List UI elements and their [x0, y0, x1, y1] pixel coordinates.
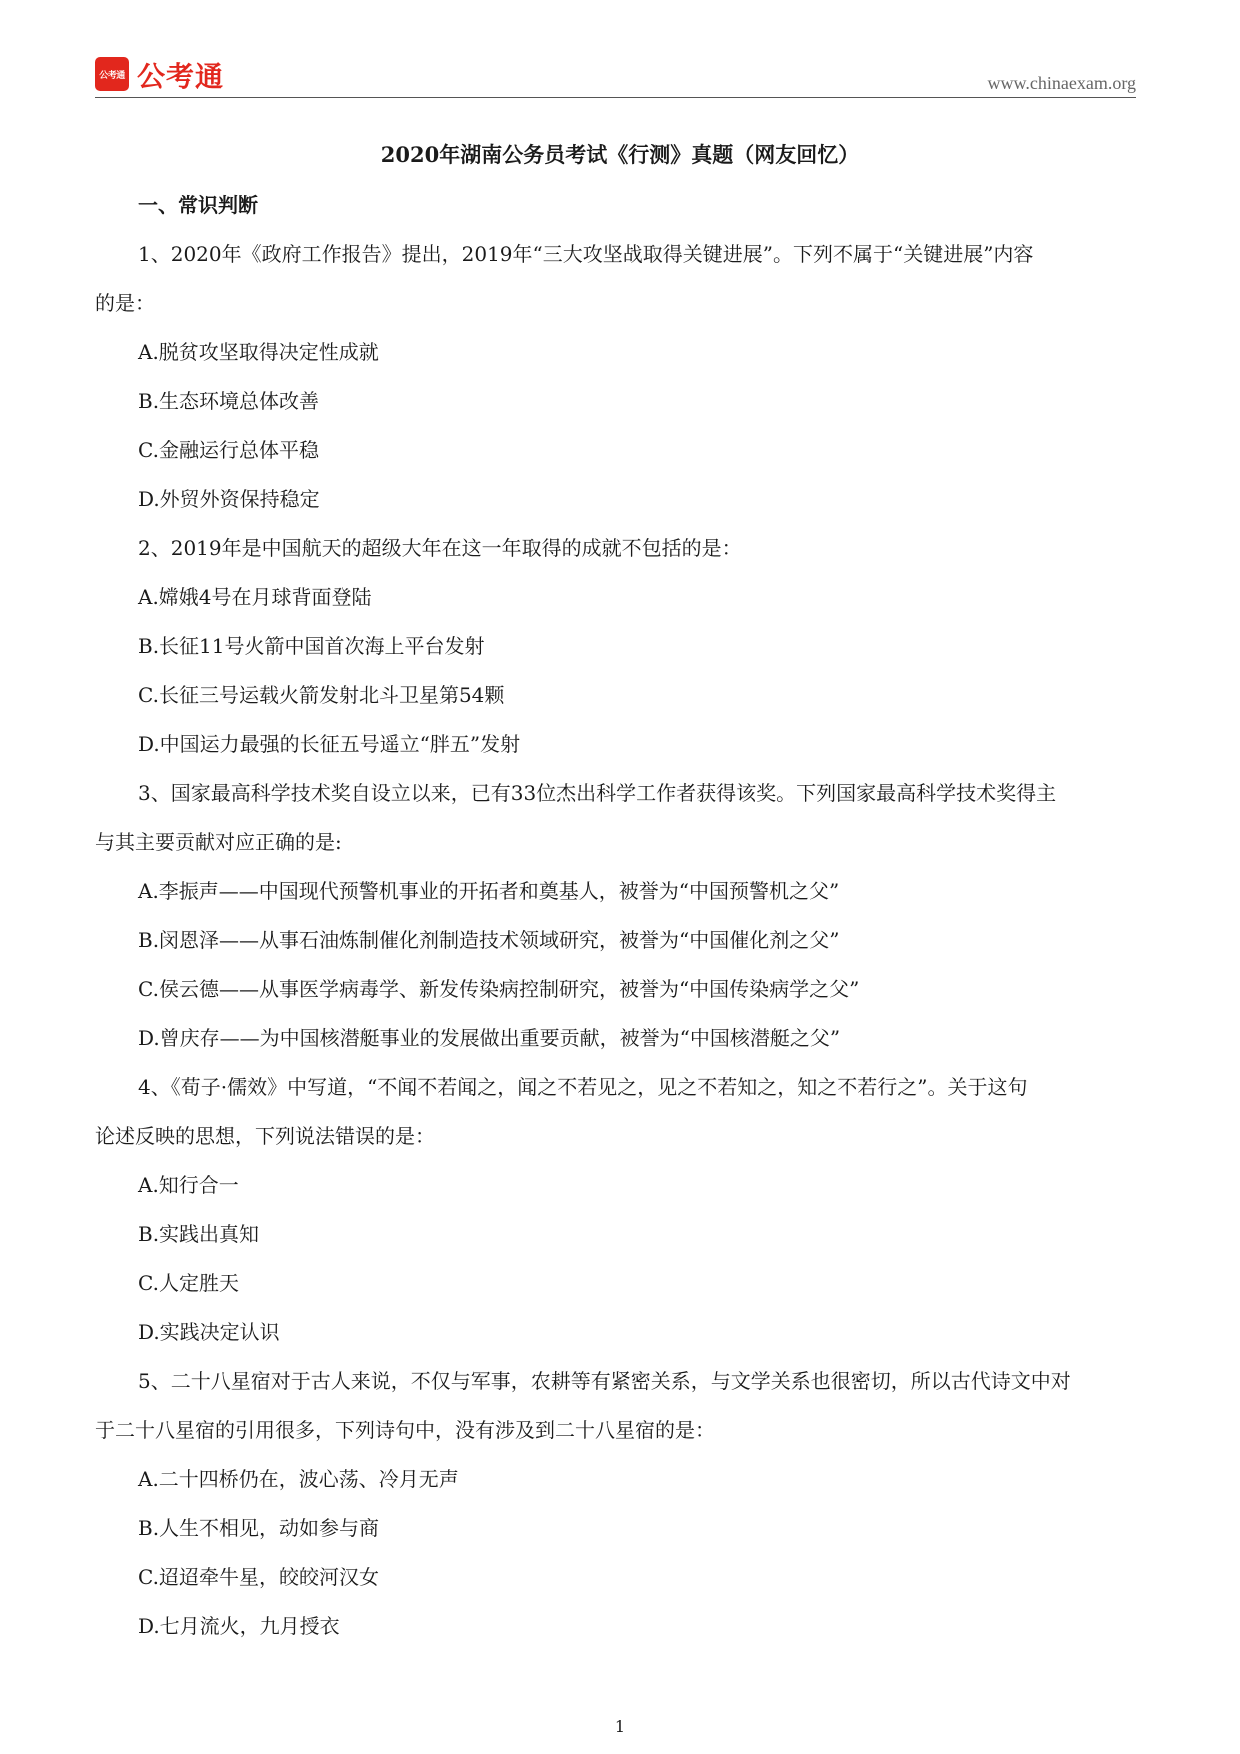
page-number: 1 — [614, 1717, 626, 1736]
brand-name: 公考通 — [137, 60, 225, 93]
q3-option-a: A.李振声——中国现代预警机事业的开拓者和奠基人，被誉为“中国预警机之父” — [138, 879, 840, 903]
q4-option-b: B.实践出真知 — [138, 1222, 260, 1246]
q5-option-a: A.二十四桥仍在，波心荡、冷月无声 — [138, 1467, 459, 1491]
question-3-text: 3、国家最高科学技术奖自设立以来，已有33位杰出科学工作者获得该奖。下列国家最高科学技术奖得主 — [138, 781, 1057, 805]
q1-option-b: B.生态环境总体改善 — [138, 389, 320, 413]
q4-option-c: C.人定胜天 — [138, 1271, 239, 1295]
question-4-text: 4、《荀子·儒效》中写道，“不闻不若闻之，闻之不若见之，见之不若知之，知之不若行之”。关于这句 — [138, 1075, 1028, 1099]
q3-option-d: D.曾庆存——为中国核潜艇事业的发展做出重要贡献，被誉为“中国核潜艇之父” — [138, 1026, 841, 1050]
question-1-text-cont: 的是： — [95, 291, 155, 315]
q5-option-b: B.人生不相见，动如参与商 — [138, 1516, 380, 1540]
question-3-text-cont: 与其主要贡献对应正确的是: — [95, 830, 342, 854]
q5-option-c: C.迢迢牵牛星，皎皎河汉女 — [138, 1565, 379, 1589]
question-1-text: 1、2020年《政府工作报告》提出，2019年“三大攻坚战取得关键进展”。下列不属于“关键进展”内容 — [138, 242, 1034, 266]
q5-option-d: D.七月流火，九月授衣 — [138, 1614, 340, 1638]
site-url[interactable]: www.chinaexam.org — [987, 73, 1136, 93]
question-5-text-cont: 于二十八星宿的引用很多，下列诗句中，没有涉及到二十八星宿的是： — [95, 1418, 715, 1442]
question-2-text: 2、2019年是中国航天的超级大年在这一年取得的成就不包括的是： — [138, 536, 742, 560]
q2-option-a: A.嫦娥4号在月球背面登陆 — [138, 585, 372, 609]
question-5-text: 5、二十八星宿对于古人来说，不仅与军事，农耕等有紧密关系，与文学关系也很密切，所以古代诗文中对 — [138, 1369, 1071, 1393]
q1-option-d: D.外贸外资保持稳定 — [138, 487, 320, 511]
document-title: 2020年湖南公务员考试《行测》真题（网友回忆） — [380, 142, 860, 167]
section-heading: 一、常识判断 — [138, 193, 258, 217]
q2-option-b: B.长征11号火箭中国首次海上平台发射 — [138, 634, 485, 658]
q4-option-a: A.知行合一 — [138, 1173, 239, 1197]
q3-option-b: B.闵恩泽——从事石油炼制催化剂制造技术领域研究，被誉为“中国催化剂之父” — [138, 928, 840, 952]
question-4-text-cont: 论述反映的思想，下列说法错误的是： — [95, 1124, 435, 1148]
page-header — [95, 57, 1136, 98]
q2-option-c: C.长征三号运载火箭发射北斗卫星第54颗 — [138, 683, 505, 707]
q4-option-d: D.实践决定认识 — [138, 1320, 280, 1344]
logo-icon: 公考通 — [95, 57, 129, 91]
q1-option-a: A.脱贫攻坚取得决定性成就 — [138, 340, 379, 364]
q1-option-c: C.金融运行总体平稳 — [138, 438, 319, 462]
q3-option-c: C.侯云德——从事医学病毒学、新发传染病控制研究，被誉为“中国传染病学之父” — [138, 977, 860, 1001]
q2-option-d: D.中国运力最强的长征五号遥立“胖五”发射 — [138, 732, 521, 756]
